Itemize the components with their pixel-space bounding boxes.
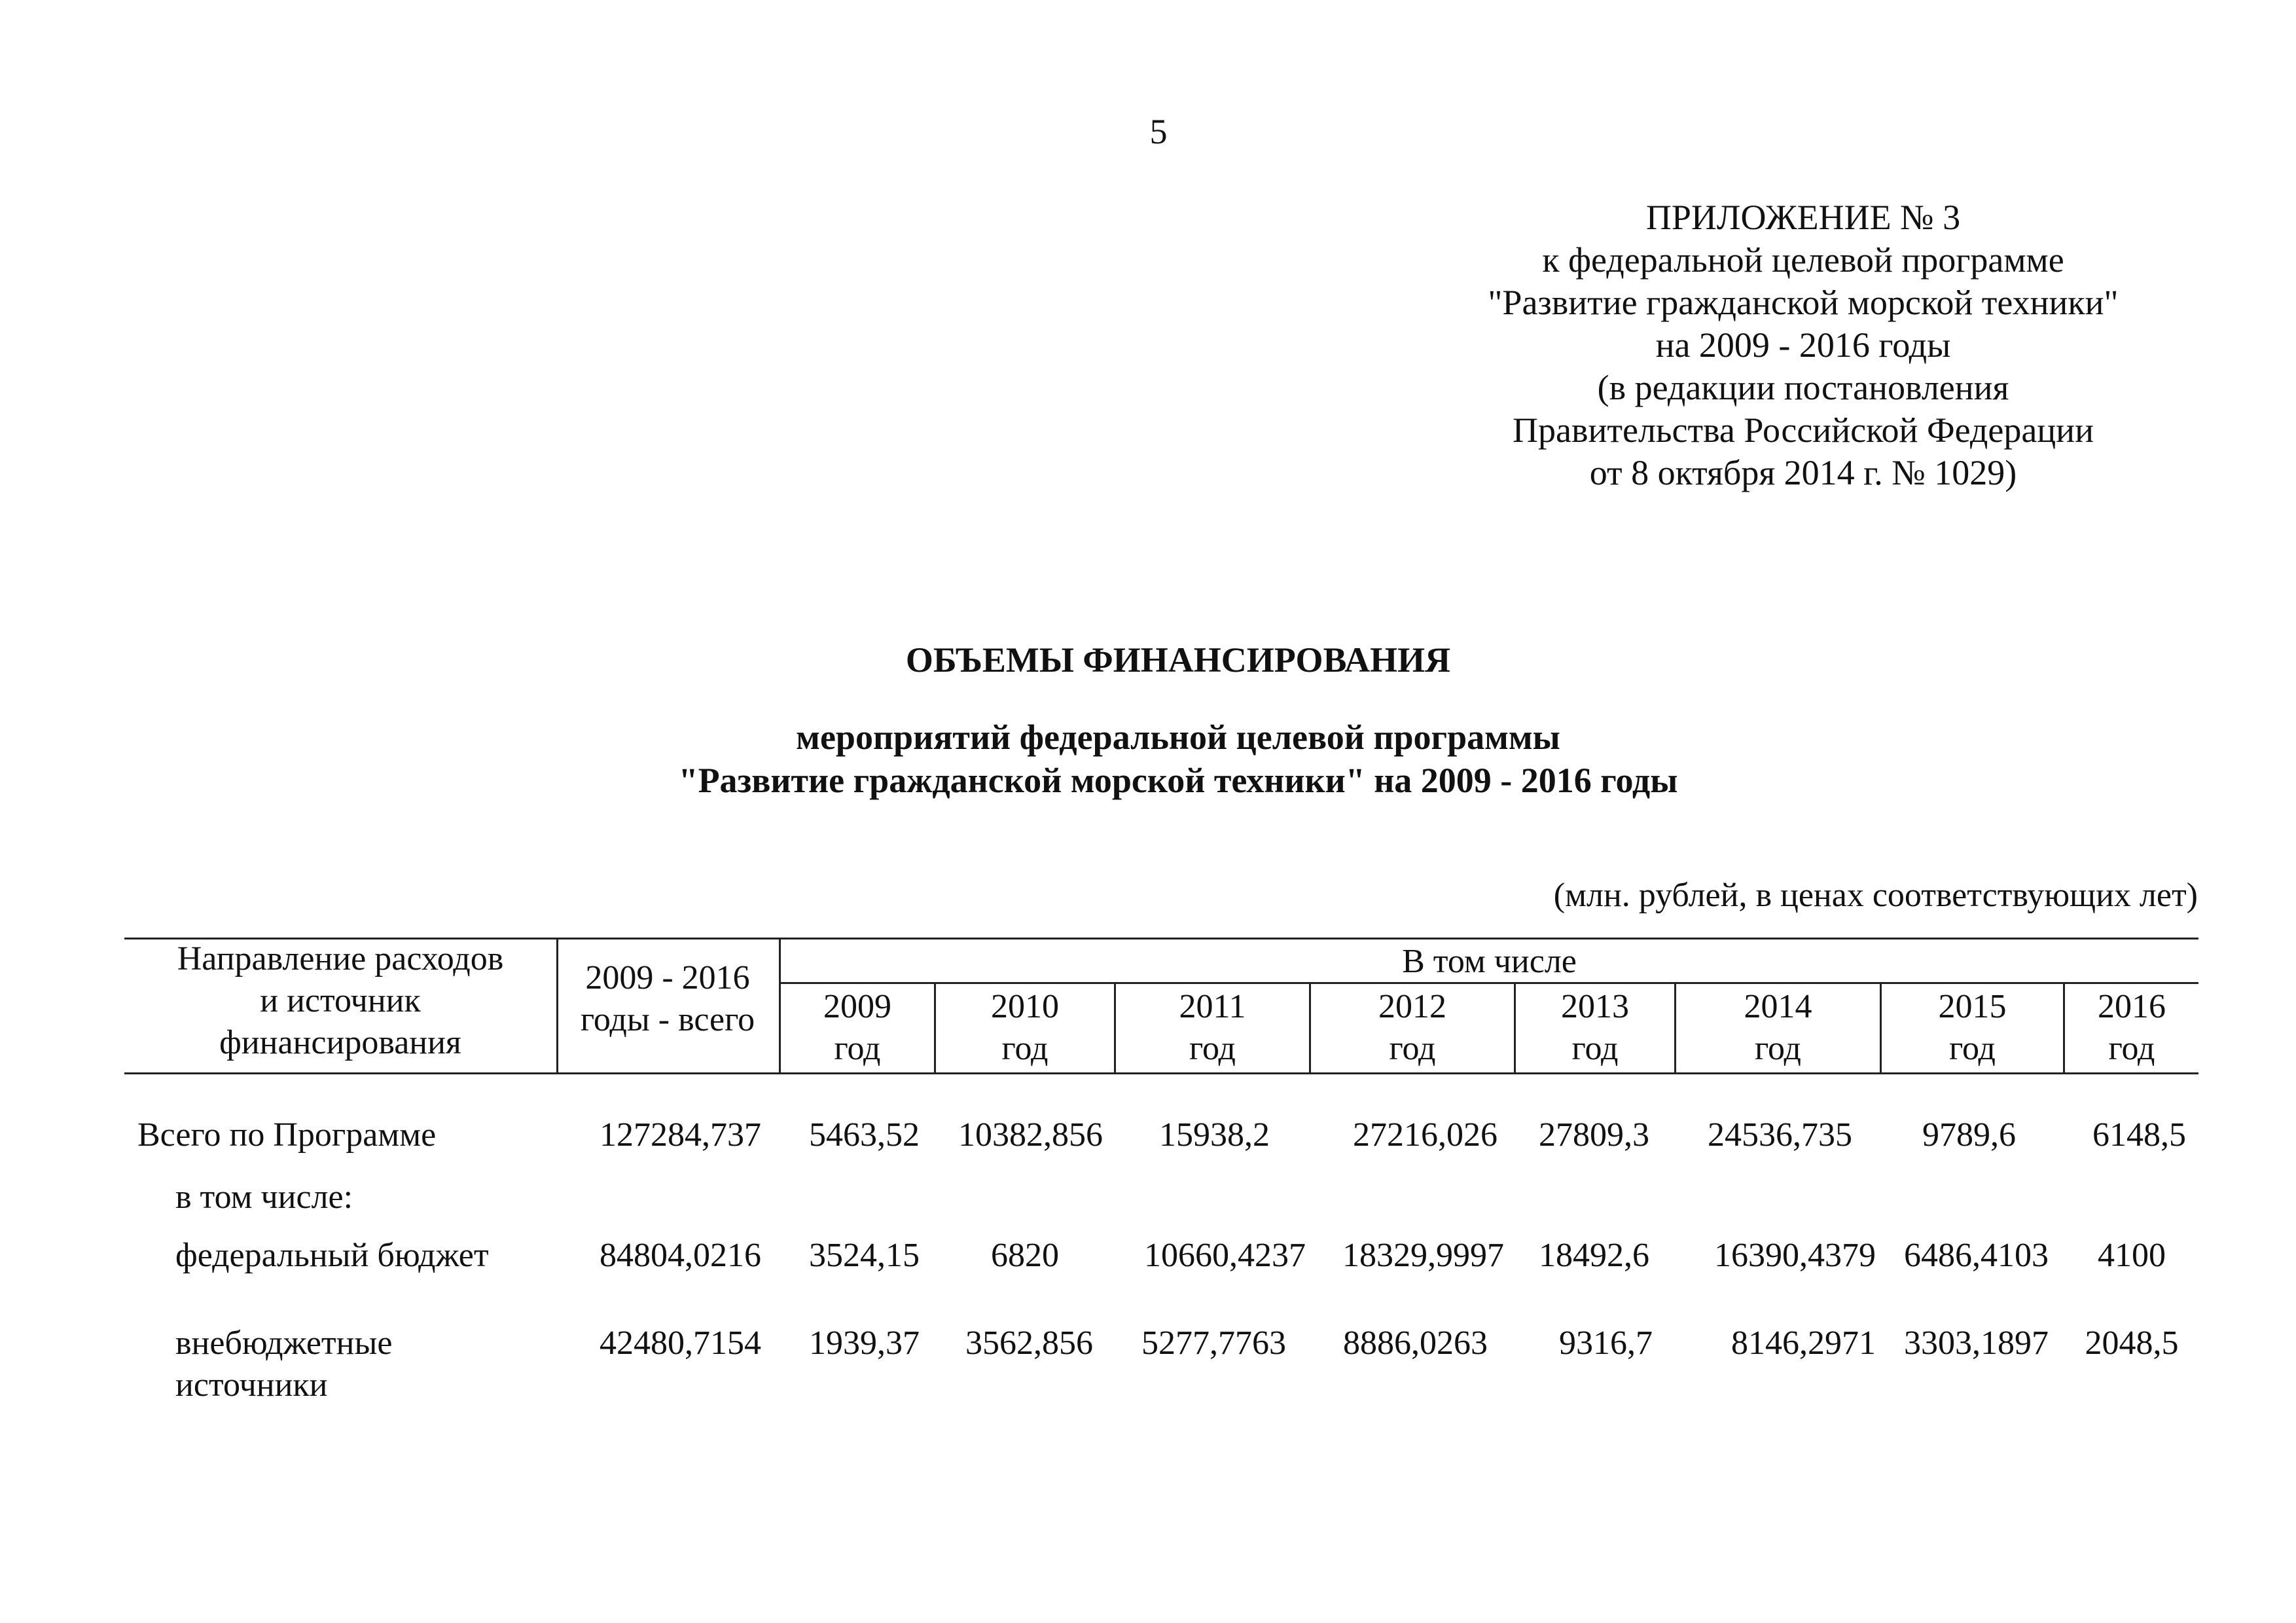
units-note: (млн. рублей, в ценах соответствующих лет) xyxy=(1553,877,2198,914)
cell-value: 9789,6 xyxy=(1922,1116,2016,1154)
document-title xyxy=(458,638,1898,802)
appendix-header xyxy=(1414,196,2193,494)
title-main: ОБЪЕМЫ ФИНАНСИРОВАНИЯ xyxy=(905,640,1451,680)
cell-value: 27809,3 xyxy=(1539,1116,1649,1154)
header-direction xyxy=(124,938,556,1064)
year-unit: год xyxy=(1571,1030,1619,1067)
year-unit: год xyxy=(1189,1030,1236,1067)
cell-value: 3562,856 xyxy=(965,1324,1093,1362)
header-year-2016 xyxy=(2065,986,2198,1070)
year-unit: год xyxy=(1001,1030,1049,1067)
year-unit: год xyxy=(1949,1030,1996,1067)
year-label: 2015 xyxy=(1938,988,2007,1025)
subtitle-line: "Развитие гражданской морской техники" на 2009 - 2016 годы xyxy=(678,761,1678,800)
cell-value: 4100 xyxy=(2098,1237,2166,1274)
row-label-extrabudgetary xyxy=(175,1322,392,1406)
year-unit: год xyxy=(2108,1030,2155,1067)
appendix-line: к федеральной целевой программе xyxy=(1542,240,2064,280)
cell-value: 24536,735 xyxy=(1708,1116,1852,1154)
header-year-2009 xyxy=(781,986,934,1070)
cell-value: 8146,2971 xyxy=(1731,1324,1876,1362)
cell-value: 15938,2 xyxy=(1159,1116,1270,1154)
cell-value: 10382,856 xyxy=(958,1116,1103,1154)
header-direction-line: и источник xyxy=(260,982,421,1019)
cell-value: 18492,6 xyxy=(1539,1237,1649,1274)
cell-value: 5277,7763 xyxy=(1141,1324,1286,1362)
cell-value: 6486,4103 xyxy=(1904,1237,2049,1274)
cell-value: 10660,4237 xyxy=(1144,1237,1306,1274)
header-total-line: годы - всего xyxy=(580,1001,755,1038)
year-label: 2016 xyxy=(2098,988,2166,1025)
row-label-line: источники xyxy=(175,1366,328,1404)
year-label: 2012 xyxy=(1378,988,1446,1025)
header-total-line: 2009 - 2016 xyxy=(585,959,750,996)
title-subtitle xyxy=(458,716,1898,802)
header-direction-line: Направление расходов xyxy=(177,940,504,977)
cell-total: 127284,737 xyxy=(600,1116,761,1154)
cell-value: 6148,5 xyxy=(2092,1116,2186,1154)
year-label: 2013 xyxy=(1561,988,1629,1025)
header-direction-line: финансирования xyxy=(219,1024,461,1061)
header-total xyxy=(556,957,779,1041)
cell-value: 6820 xyxy=(991,1237,1059,1274)
row-label-total: Всего по Программе xyxy=(137,1116,437,1154)
header-year-2010 xyxy=(936,986,1114,1070)
row-label-including: в том числе: xyxy=(175,1178,353,1216)
appendix-line: Правительства Российской Федерации xyxy=(1513,410,2094,450)
year-unit: год xyxy=(1755,1030,1801,1067)
cell-value: 16390,4379 xyxy=(1714,1237,1876,1274)
header-year-2013 xyxy=(1516,986,1674,1070)
cell-value: 1939,37 xyxy=(809,1324,920,1362)
year-label: 2010 xyxy=(991,988,1059,1025)
cell-value: 5463,52 xyxy=(809,1116,920,1154)
header-bottom-border xyxy=(124,1072,2198,1074)
year-unit: год xyxy=(1389,1030,1436,1067)
header-year-2015 xyxy=(1882,986,2063,1070)
cell-value: 9316,7 xyxy=(1559,1324,1653,1362)
appendix-line: "Развитие гражданской морской техники" xyxy=(1488,283,2119,322)
cell-value: 8886,0263 xyxy=(1343,1324,1488,1362)
cell-value: 27216,026 xyxy=(1353,1116,1498,1154)
appendix-line: (в редакции постановления xyxy=(1597,368,2009,407)
cell-total: 84804,0216 xyxy=(600,1237,761,1274)
year-label: 2014 xyxy=(1744,988,1812,1025)
appendix-line: на 2009 - 2016 годы xyxy=(1655,325,1951,365)
header-year-2014 xyxy=(1676,986,1880,1070)
cell-total: 42480,7154 xyxy=(600,1324,761,1362)
header-year-2011 xyxy=(1116,986,1309,1070)
row-label-line: внебюджетные xyxy=(175,1324,393,1362)
year-label: 2009 xyxy=(823,988,891,1025)
row-label-federal-budget: федеральный бюджет xyxy=(175,1237,489,1274)
subtitle-line: мероприятий федеральной целевой программы xyxy=(796,718,1560,757)
appendix-title: ПРИЛОЖЕНИЕ № 3 xyxy=(1645,198,1961,237)
cell-value: 3303,1897 xyxy=(1904,1324,2049,1362)
cell-value: 3524,15 xyxy=(809,1237,920,1274)
year-unit: год xyxy=(834,1030,881,1067)
page-number: 5 xyxy=(1149,112,1168,151)
cell-value: 18329,9997 xyxy=(1342,1237,1504,1274)
cell-value: 2048,5 xyxy=(2085,1324,2179,1362)
year-label: 2011 xyxy=(1179,988,1246,1025)
header-year-2012 xyxy=(1311,986,1514,1070)
appendix-line: от 8 октября 2014 г. № 1029) xyxy=(1589,453,2017,492)
header-inclusive: В том числе xyxy=(1402,943,1577,980)
